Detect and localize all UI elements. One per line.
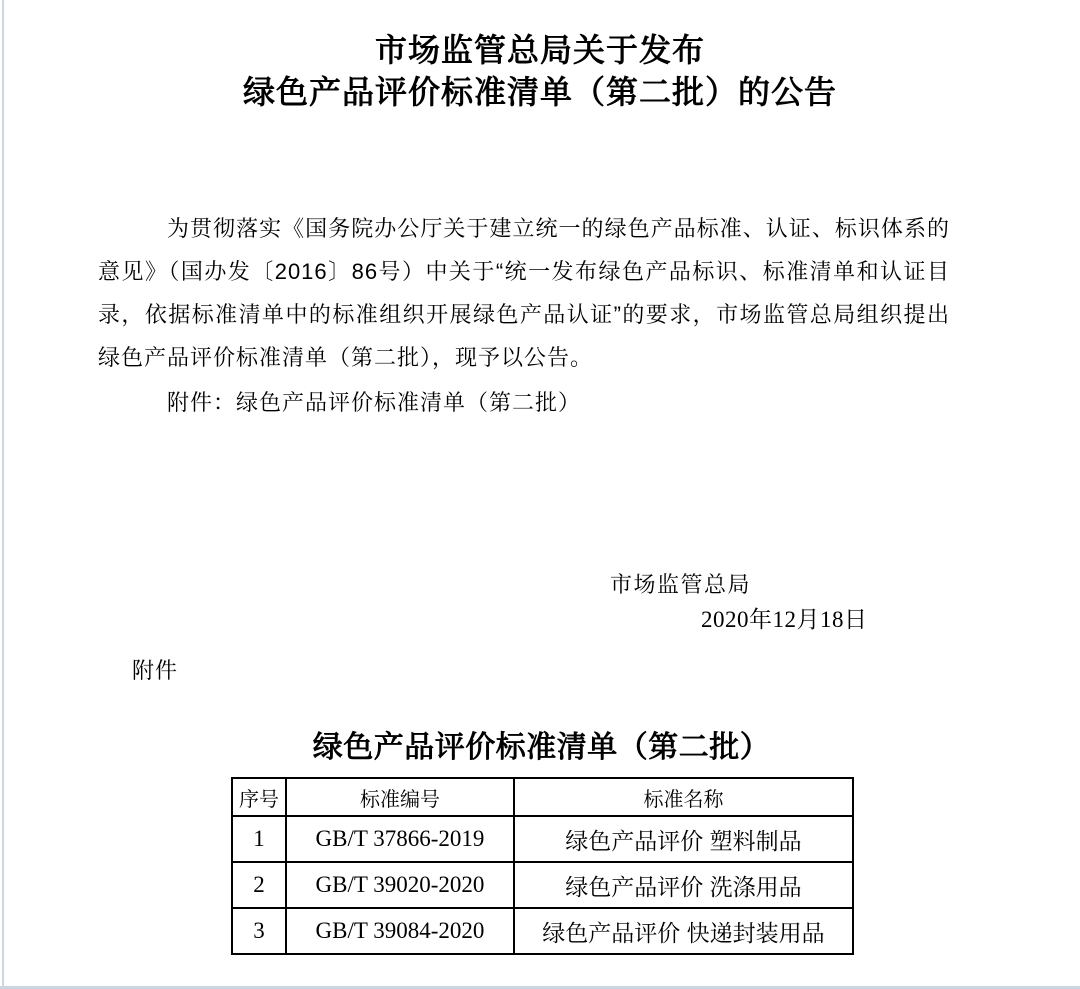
table-header-row	[232, 778, 853, 816]
header-seq: 序号	[232, 778, 286, 816]
cell-seq: 1	[232, 816, 286, 862]
attachment-label: 附件	[132, 658, 179, 683]
attachment-reference-line: 附件：绿色产品评价标准清单（第二批）	[167, 390, 582, 415]
cell-name: 绿色产品评价 快递封装用品	[514, 908, 853, 954]
table-row	[232, 908, 853, 954]
table-row	[232, 862, 853, 908]
cell-code: GB/T 39020-2020	[286, 862, 514, 908]
cell-seq: 2	[232, 862, 286, 908]
document-title	[0, 0, 1080, 113]
table-row	[232, 816, 853, 862]
document-title-line2: 绿色产品评价标准清单（第二批）的公告	[242, 74, 837, 110]
page-left-edge	[2, 0, 4, 989]
cell-name: 绿色产品评价 塑料制品	[514, 816, 853, 862]
announcement-paragraph: 为贯彻落实《国务院办公厅关于建立统一的绿色产品标准、认证、标识体系的意见》（国办发〔2016〕86号）中关于“统一发布绿色产品标识、标准清单和认证目录，依据标准清单中的标准组织开展绿色产品认证”的要求，市场监管总局组织提出绿色产品评价标准清单（第二批），现予以公告。	[98, 216, 950, 370]
signature-organization: 市场监管总局	[610, 572, 752, 597]
header-name: 标准名称	[514, 778, 853, 816]
cell-seq: 3	[232, 908, 286, 954]
cell-code: GB/T 37866-2019	[286, 816, 514, 862]
header-code: 标准编号	[286, 778, 514, 816]
standards-table	[231, 777, 854, 955]
cell-name: 绿色产品评价 洗涤用品	[514, 862, 853, 908]
attachment-table-title: 绿色产品评价标准清单（第二批）	[312, 731, 771, 764]
document-title-line1: 市场监管总局关于发布	[374, 32, 705, 68]
cell-code: GB/T 39084-2020	[286, 908, 514, 954]
signature-date: 2020年12月18日	[701, 607, 868, 632]
